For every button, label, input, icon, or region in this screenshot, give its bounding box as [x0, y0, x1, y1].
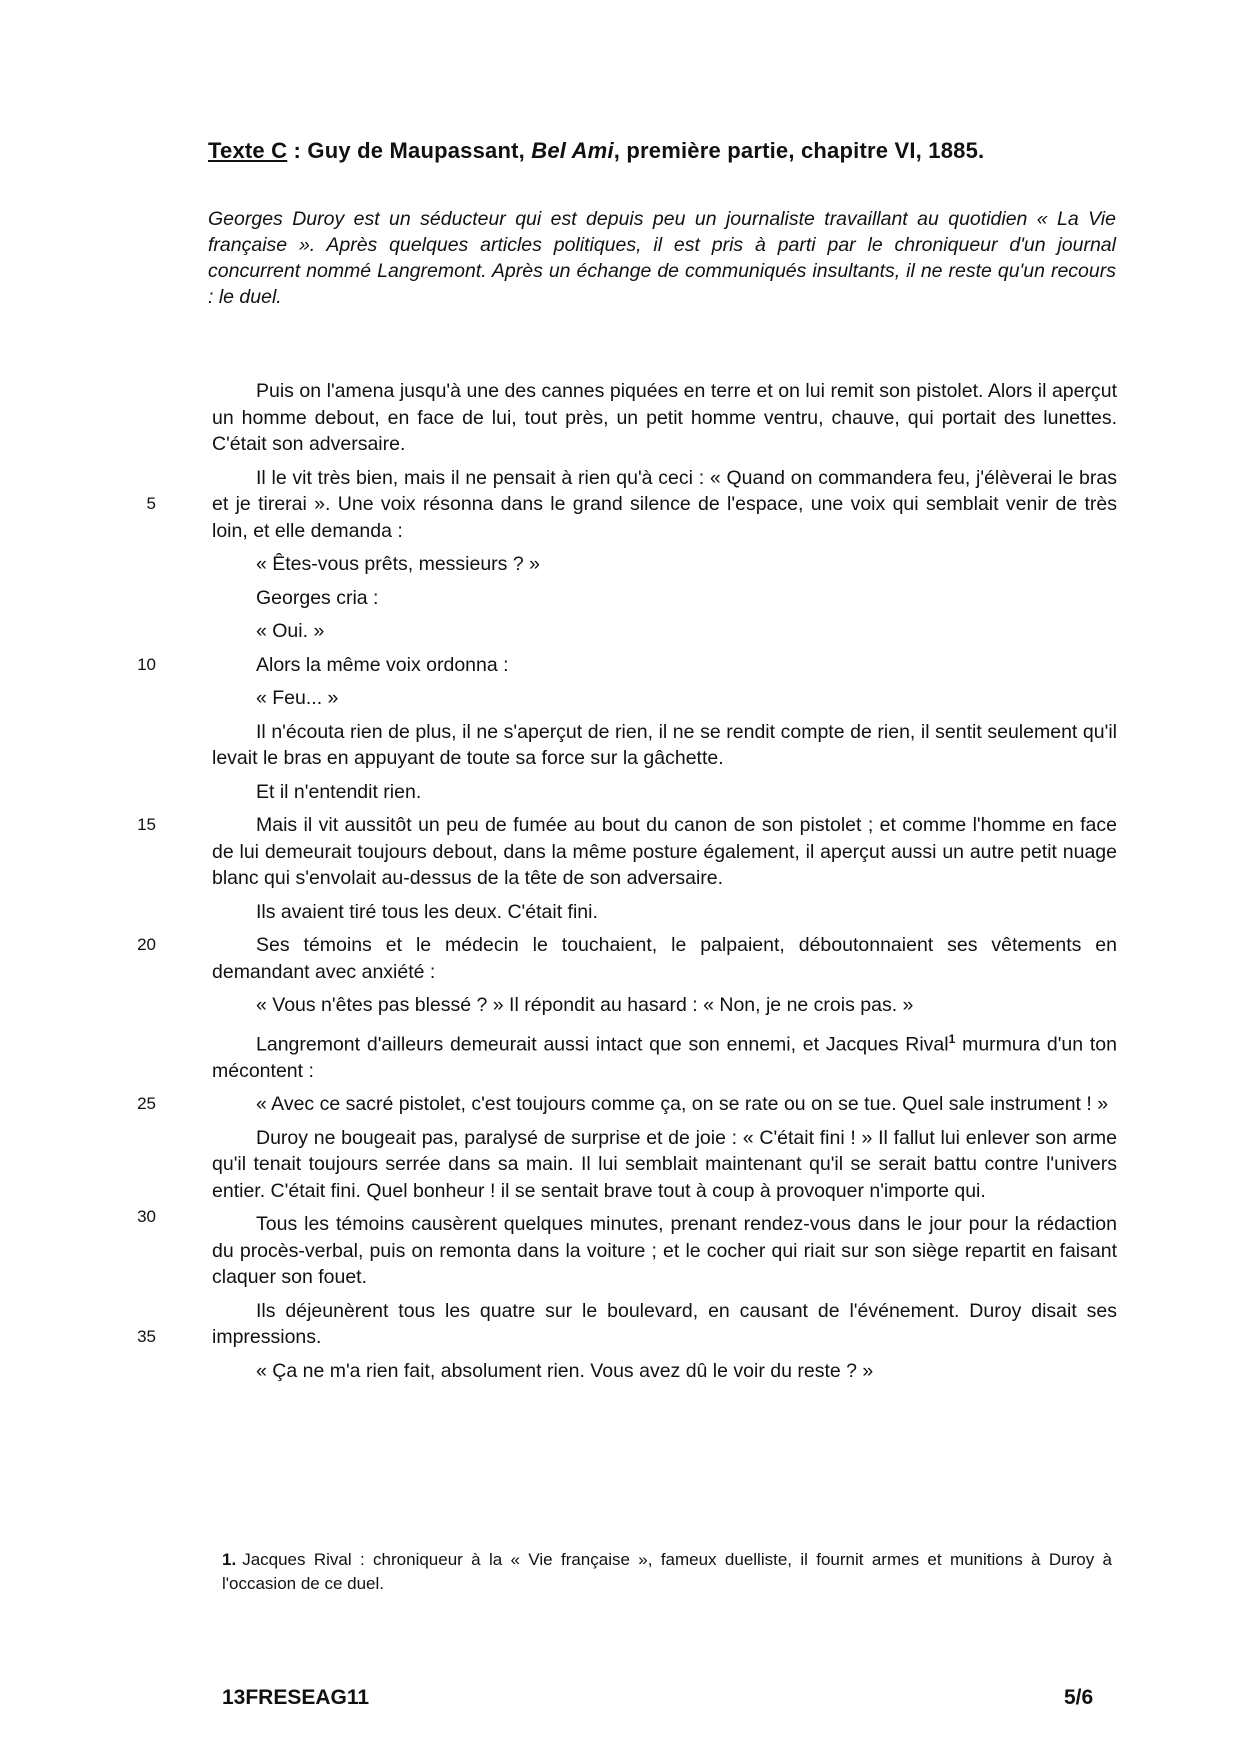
- paragraph-text-tail: murmura d'un ton mécontent :: [212, 1033, 1117, 1082]
- paragraph: [212, 685, 1117, 712]
- title-author: : Guy de Maupassant,: [287, 138, 532, 163]
- paragraph: [212, 719, 1117, 772]
- paragraph-text: « Feu... »: [256, 687, 339, 709]
- paragraph-text: Et il n'entendit rien.: [256, 780, 422, 803]
- paragraph: [212, 551, 1117, 578]
- paragraph-text: « Vous n'êtes pas blessé ? » Il répondit au hasard : « Non, je ne crois pas. »: [256, 994, 914, 1016]
- title-rest: , première partie, chapitre VI, 1885.: [613, 138, 985, 163]
- paragraph-text: Ils déjeunèrent tous les quatre sur le boulevard, en causant de l'événement. Duroy disait ses impressions.: [212, 1299, 1117, 1348]
- paragraph: [212, 779, 1117, 806]
- line-number: 30: [137, 1206, 156, 1226]
- passage-title: [208, 138, 1088, 164]
- paragraph-text: Langremont d'ailleurs demeurait aussi intact que son ennemi, et Jacques Rival: [256, 1033, 949, 1055]
- page-number: 5/6: [1064, 1686, 1094, 1709]
- paragraph-text: Il n'écouta rien de plus, il ne s'aperçut de rien, il ne se rendit compte de rien, il sentit seulement qu'il levait le bras en appuyant de toute sa force sur la gâchette.: [212, 720, 1117, 769]
- title-label: Texte C: [208, 138, 288, 163]
- paragraph: [212, 1026, 1117, 1085]
- paragraph-text: Duroy ne bougeait pas, paralysé de surprise et de joie : « C'était fini ! » Il fallut lui enlever son arme qu'il tenait toujours serrée dans sa main. Il lui semblait maintenant qu'il se serait battu contre l'univers entier. C'était fini. Quel bonheur ! il se sentait brave tout à coup à provoquer n'importe qui.: [212, 1126, 1117, 1202]
- paragraph: [137, 652, 1117, 679]
- paragraph-text: « Êtes-vous prêts, messieurs ? »: [256, 553, 540, 575]
- paragraph-text: Georges cria :: [256, 586, 379, 609]
- paragraph-text: « Oui. »: [256, 620, 325, 642]
- paragraph: [137, 812, 1117, 892]
- exam-code: 13FRESEAG11: [222, 1686, 370, 1709]
- paragraph: [146, 465, 1117, 545]
- paragraph: [212, 1358, 1117, 1385]
- paragraph: [212, 899, 1117, 926]
- introduction: Georges Duroy est un séducteur qui est depuis peu un journaliste travaillant au quotidien « La Vie française ». Après quelques articles politiques, il est pris à parti par le chroniqueur d'un journal concurrent nommé Langremont. Après un échange de communiqués insultants, il ne reste qu'un recours : le duel.: [208, 208, 1116, 308]
- paragraph-text: Ils avaient tiré tous les deux. C'était fini.: [256, 900, 598, 923]
- line-number: 5: [146, 493, 156, 513]
- paragraph: [137, 1298, 1117, 1351]
- line-number: 25: [137, 1094, 156, 1113]
- paragraph-text: « Ça ne m'a rien fait, absolument rien. Vous avez dû le voir du reste ? »: [256, 1359, 874, 1382]
- paragraph-text: Il le vit très bien, mais il ne pensait à rien qu'à ceci : « Quand on commandera feu, j'élèverai le bras et je tirerai ». Une voix résonna dans le grand silence de l'espace, une voix qui semblait venir de très loin, et elle demanda :: [212, 466, 1117, 542]
- paragraph: [212, 585, 1117, 612]
- passage-body: [137, 378, 1117, 1391]
- footnote-text: Jacques Rival : chroniqueur à la « Vie française », fameux duelliste, il fournit armes et munitions à Duroy à l'occasion de ce duel.: [222, 1550, 1112, 1593]
- footnote-reference: 1: [948, 1031, 956, 1046]
- line-number: 20: [137, 935, 156, 954]
- paragraph-text: Puis on l'amena jusqu'à une des cannes piquées en terre et on lui remit son pistolet. Alors il aperçut un homme debout, en face de lui, tout près, un petit homme ventru, chauve, qui portait des lunettes. C'était son adversaire.: [212, 380, 1117, 455]
- paragraph-text: Mais il vit aussitôt un peu de fumée au bout du canon de son pistolet ; et comme l'homme en face de lui demeurait toujours debout, dans la même posture également, il aperçut aussi un autre petit nuage blanc qui s'envolait au-dessus de la tête de son adversaire.: [212, 814, 1117, 889]
- paragraph: [212, 378, 1117, 458]
- paragraph: [137, 1091, 1117, 1118]
- line-number: 15: [137, 815, 156, 834]
- footnote: [222, 1548, 1112, 1596]
- paragraph: [212, 992, 1117, 1019]
- paragraph-text: Alors la même voix ordonna :: [256, 653, 509, 676]
- paragraph: [137, 1125, 1117, 1226]
- paragraph: [137, 932, 1117, 985]
- paragraph-text: « Avec ce sacré pistolet, c'est toujours comme ça, on se rate ou on se tue. Quel sale instrument ! »: [256, 1093, 1109, 1115]
- title-work: Bel Ami: [531, 138, 614, 163]
- paragraph: [212, 1211, 1117, 1291]
- line-number: 35: [137, 1326, 156, 1346]
- paragraph-text: Tous les témoins causèrent quelques minutes, prenant rendez-vous dans le jour pour la rédaction du procès-verbal, puis on remonta dans la voiture ; et le cocher qui riait sur son siège repartit en faisant claquer son fouet.: [212, 1213, 1117, 1288]
- paragraph: [212, 618, 1117, 645]
- footnote-number: 1.: [222, 1550, 237, 1569]
- paragraph-text: Ses témoins et le médecin le touchaient, le palpaient, déboutonnaient ses vêtements en demandant avec anxiété :: [212, 934, 1117, 983]
- line-number: 10: [137, 654, 156, 674]
